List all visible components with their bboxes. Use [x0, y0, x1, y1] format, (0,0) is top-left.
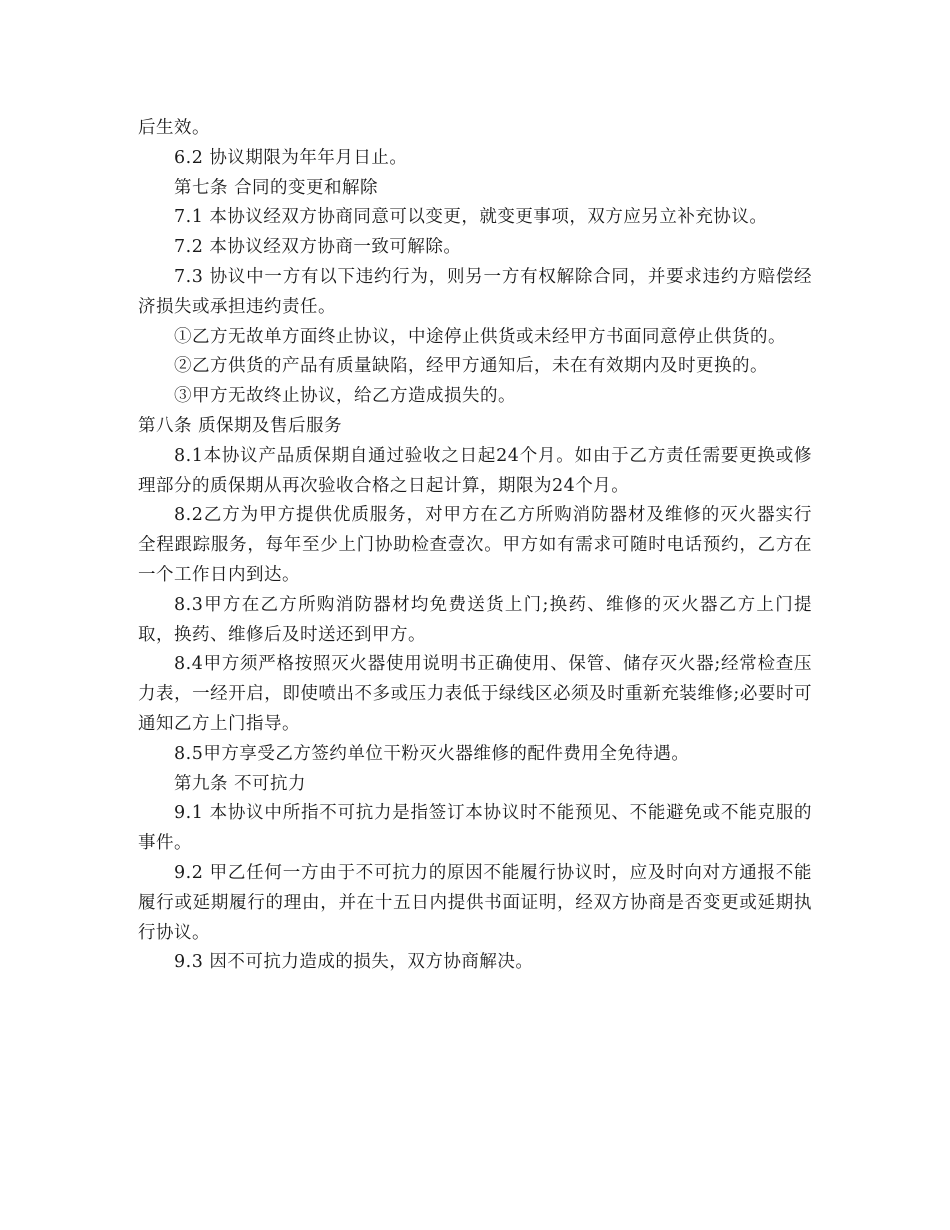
list-item: ②乙方供货的产品有质量缺陷，经甲方通知后，未在有效期内及时更换的。 — [174, 356, 768, 377]
paragraph: 9.2 甲乙任何一方由于不可抗力的原因不能履行协议时，应及时向对方通报不能履行或延期履行的理由，并在十五日内提供书面证明，经双方协商是否变更或延期执行协议。 — [138, 862, 812, 943]
section-heading: 第七条 合同的变更和解除 — [174, 177, 379, 198]
paragraph: 7.2 本协议经双方协商一致可解除。 — [174, 237, 462, 258]
paragraph: 9.1 本协议中所指不可抗力是指签订本协议时不能预见、不能避免或不能克服的事件。 — [138, 803, 812, 854]
paragraph: 8.5甲方享受乙方签约单位干粉灭火器维修的配件费用全免待遇。 — [174, 743, 690, 764]
paragraph: 6.2 协议期限为年年月日止。 — [174, 147, 408, 168]
document-body — [138, 114, 812, 978]
section-heading: 第九条 不可抗力 — [174, 773, 307, 794]
paragraph: 7.1 本协议经双方协商同意可以变更，就变更事项，双方应另立补充协议。 — [174, 207, 768, 228]
paragraph: 8.1本协议产品质保期自通过验收之日起24个月。如由于乙方责任需要更换或修理部分的质保期从再次验收合格之日起计算，期限为24个月。 — [138, 445, 812, 496]
section-heading: 第八条 质保期及售后服务 — [138, 415, 343, 436]
paragraph: 8.2乙方为甲方提供优质服务，对甲方在乙方所购消防器材及维修的灭火器实行全程跟踪服务，每年至少上门协助检查壹次。甲方如有需求可随时电话预约，乙方在一个工作日内到达。 — [138, 505, 812, 585]
list-item: ③甲方无故终止协议，给乙方造成损失的。 — [174, 386, 516, 407]
paragraph: 7.3 协议中一方有以下违约行为，则另一方有权解除合同，并要求违约方赔偿经济损失或承担违约责任。 — [138, 266, 812, 317]
paragraph: 后生效。 — [138, 118, 210, 138]
list-item: ①乙方无故单方面终止协议，中途停止供货或未经甲方书面同意停止供货的。 — [174, 326, 786, 347]
paragraph: 8.4甲方须严格按照灭火器使用说明书正确使用、保管、储存灭火器;经常检查压力表，一经开启，即使喷出不多或压力表低于绿线区必须及时重新充装维修;必要时可通知乙方上门指导。 — [138, 654, 812, 734]
paragraph: 9.3 因不可抗力造成的损失，双方协商解决。 — [174, 952, 534, 973]
paragraph: 8.3甲方在乙方所购消防器材均免费送货上门;换药、维修的灭火器乙方上门提取，换药、维修后及时送还到甲方。 — [138, 594, 812, 645]
